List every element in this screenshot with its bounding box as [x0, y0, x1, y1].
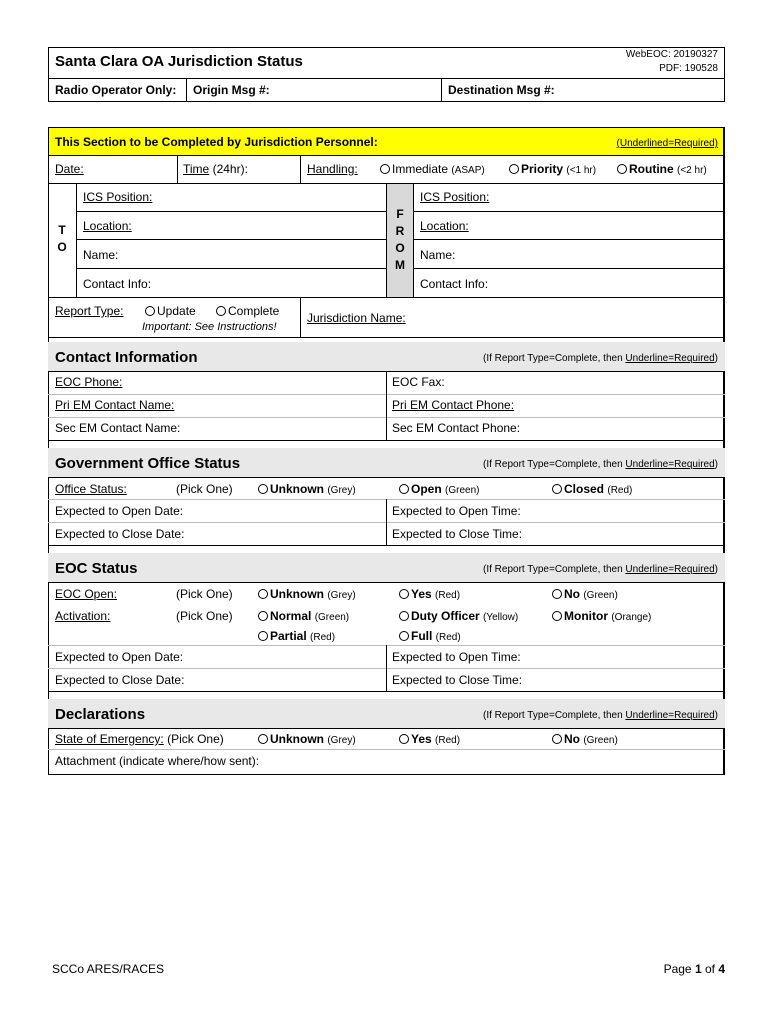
radio-circle-icon — [552, 484, 562, 494]
radio-circle-icon — [380, 164, 390, 174]
from-ics-position-field[interactable]: ICS Position: — [420, 190, 490, 204]
radio-circle-icon — [399, 734, 409, 744]
header-vdivider-2 — [441, 78, 442, 102]
complete-radio[interactable]: Complete — [216, 304, 279, 318]
radio-circle-icon — [399, 611, 409, 621]
from-location-field[interactable]: Location: — [420, 219, 469, 233]
handling-label: Handling: — [307, 162, 358, 176]
office-unknown-radio[interactable]: Unknown (Grey) — [258, 482, 356, 498]
sec-contact-phone-field[interactable]: Sec EM Contact Phone: — [392, 421, 521, 435]
radio-circle-icon — [617, 164, 627, 174]
sec-contact-name-field[interactable]: Sec EM Contact Name: — [55, 421, 181, 435]
office-pick-one: (Pick One) — [176, 482, 233, 496]
state-of-emergency-row: State of Emergency: (Pick One) — [55, 732, 224, 746]
eoc-open-pick-one: (Pick One) — [176, 587, 233, 601]
eoc-exp-close-time-field[interactable]: Expected to Close Time: — [392, 673, 523, 687]
important-note: Important: See Instructions! — [142, 321, 277, 333]
immediate-radio[interactable]: Immediate (ASAP) — [380, 162, 485, 178]
radio-circle-icon — [399, 589, 409, 599]
radio-circle-icon — [552, 589, 562, 599]
to-letter-t: T — [58, 223, 66, 237]
radio-circle-icon — [258, 589, 268, 599]
jurisdiction-name-field[interactable]: Jurisdiction Name: — [307, 311, 406, 325]
to-ics-position-field[interactable]: ICS Position: — [83, 190, 153, 204]
radio-circle-icon — [258, 631, 268, 641]
activation-pick-one: (Pick One) — [176, 609, 233, 623]
gov-exp-close-time-field[interactable]: Expected to Close Time: — [392, 527, 523, 541]
activation-monitor-radio[interactable]: Monitor (Orange) — [552, 609, 651, 625]
gov-exp-open-time-field[interactable]: Expected to Open Time: — [392, 504, 521, 518]
header-vdivider-1 — [186, 78, 187, 102]
declarations-title: Declarations — [55, 706, 146, 723]
webeoc-version: WebEOC: 20190327 — [625, 49, 718, 60]
eoc-no-radio[interactable]: No (Green) — [552, 587, 618, 603]
page-indicator: Page 1 of 4 — [663, 962, 725, 976]
radio-circle-icon — [552, 734, 562, 744]
eoc-note: (If Report Type=Complete, then Underline=Required) — [483, 564, 718, 575]
declarations-note: (If Report Type=Complete, then Underline=Required) — [483, 710, 718, 721]
radio-circle-icon — [552, 611, 562, 621]
government-note: (If Report Type=Complete, then Underline=Required) — [483, 459, 718, 470]
header-divider — [48, 78, 725, 79]
origin-msg-field[interactable]: Origin Msg #: — [193, 83, 270, 97]
activation-label: Activation: — [55, 609, 111, 623]
radio-circle-icon — [399, 631, 409, 641]
activation-partial-radio[interactable]: Partial (Red) — [258, 629, 335, 645]
report-type-label: Report Type: — [55, 304, 124, 318]
routine-radio[interactable]: Routine (<2 hr) — [617, 162, 707, 178]
from-contact-info-field[interactable]: Contact Info: — [420, 277, 489, 291]
to-contact-info-field[interactable]: Contact Info: — [83, 277, 152, 291]
eoc-exp-close-date-field[interactable]: Expected to Close Date: — [55, 673, 185, 687]
activation-full-radio[interactable]: Full (Red) — [399, 629, 461, 645]
emergency-unknown-radio[interactable]: Unknown (Grey) — [258, 732, 356, 748]
gov-exp-open-date-field[interactable]: Expected to Open Date: — [55, 504, 184, 518]
eoc-title: EOC Status — [55, 560, 138, 577]
radio-operator-label: Radio Operator Only: — [55, 83, 177, 97]
to-name-field[interactable]: Name: — [83, 248, 119, 262]
from-letter-f: F — [396, 207, 404, 221]
radio-circle-icon — [145, 306, 155, 316]
office-status-label: Office Status: — [55, 482, 127, 496]
update-radio[interactable]: Update — [145, 304, 196, 318]
time-field[interactable]: Time (24hr): — [183, 162, 248, 176]
government-title: Government Office Status — [55, 455, 241, 472]
eoc-exp-open-date-field[interactable]: Expected to Open Date: — [55, 650, 184, 664]
activation-normal-radio[interactable]: Normal (Green) — [258, 609, 349, 625]
radio-circle-icon — [399, 484, 409, 494]
contact-note: (If Report Type=Complete, then Underline=Required) — [483, 353, 718, 364]
required-note: (Underlined=Required) — [616, 138, 718, 149]
radio-circle-icon — [258, 611, 268, 621]
attachment-field[interactable]: Attachment (indicate where/how sent): — [55, 754, 260, 768]
from-letter-r: R — [395, 224, 405, 238]
radio-circle-icon — [258, 734, 268, 744]
footer-org: SCCo ARES/RACES — [52, 962, 165, 976]
banner-text: This Section to be Completed by Jurisdiction Personnel: — [55, 135, 378, 149]
pri-contact-phone-field[interactable]: Pri EM Contact Phone: — [392, 398, 515, 412]
pri-contact-name-field[interactable]: Pri EM Contact Name: — [55, 398, 175, 412]
to-letter-o: O — [57, 240, 67, 254]
form-title: Santa Clara OA Jurisdiction Status — [55, 53, 303, 70]
eoc-fax-field[interactable]: EOC Fax: — [392, 375, 445, 389]
eoc-unknown-radio[interactable]: Unknown (Grey) — [258, 587, 356, 603]
eoc-open-label: EOC Open: — [55, 587, 118, 601]
activation-duty-officer-radio[interactable]: Duty Officer (Yellow) — [399, 609, 518, 625]
office-closed-radio[interactable]: Closed (Red) — [552, 482, 632, 498]
office-open-radio[interactable]: Open (Green) — [399, 482, 479, 498]
destination-msg-field[interactable]: Destination Msg #: — [448, 83, 555, 97]
contact-title: Contact Information — [55, 349, 198, 366]
radio-circle-icon — [509, 164, 519, 174]
eoc-yes-radio[interactable]: Yes (Red) — [399, 587, 460, 603]
eoc-phone-field[interactable]: EOC Phone: — [55, 375, 123, 389]
eoc-exp-open-time-field[interactable]: Expected to Open Time: — [392, 650, 521, 664]
to-location-field[interactable]: Location: — [83, 219, 132, 233]
emergency-no-radio[interactable]: No (Green) — [552, 732, 618, 748]
radio-circle-icon — [258, 484, 268, 494]
from-letter-m: M — [395, 258, 405, 272]
date-field[interactable]: Date: — [55, 162, 84, 176]
from-letter-o: O — [395, 241, 405, 255]
priority-radio[interactable]: Priority (<1 hr) — [509, 162, 596, 178]
gov-exp-close-date-field[interactable]: Expected to Close Date: — [55, 527, 185, 541]
radio-circle-icon — [216, 306, 226, 316]
pdf-version: PDF: 190528 — [659, 63, 718, 74]
emergency-yes-radio[interactable]: Yes (Red) — [399, 732, 460, 748]
from-name-field[interactable]: Name: — [420, 248, 456, 262]
